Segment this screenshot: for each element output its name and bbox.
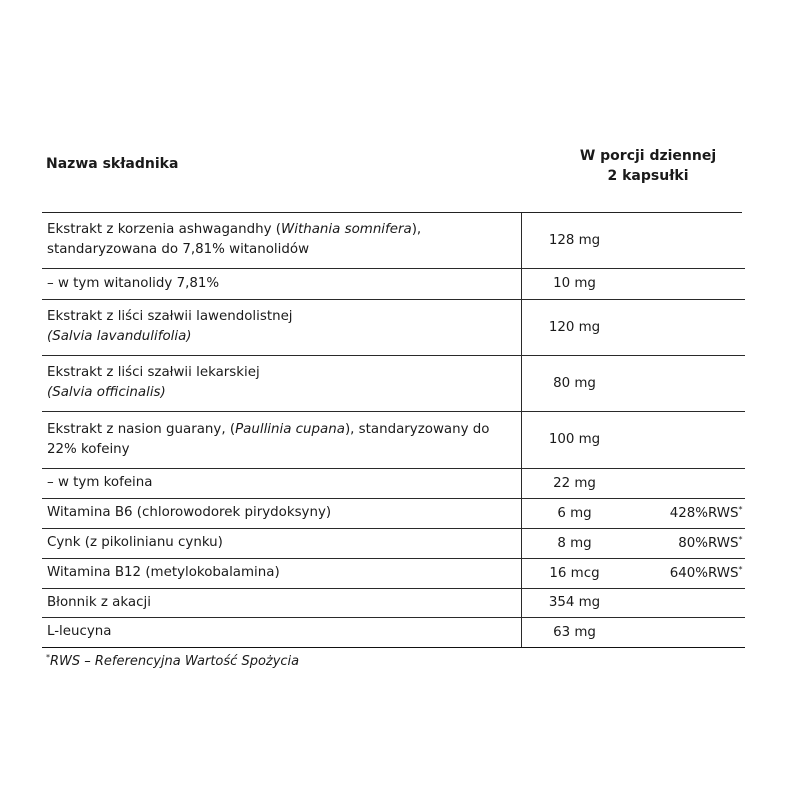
table-row: [42, 268, 745, 299]
ingredient-dose: 22 mg: [521, 468, 628, 498]
rws-footnote-marker: *: [738, 565, 743, 574]
footnote-text: RWS – Referencyjna Wartość Spożycia: [50, 654, 300, 669]
ingredient-text-line2: 22% kofeiny: [47, 441, 130, 457]
ingredient-dose: 354 mg: [521, 588, 628, 617]
ingredient-rws: 80%RWS*: [628, 528, 745, 558]
table-row: [42, 411, 745, 468]
ingredient-name: [42, 355, 521, 411]
ingredient-name-header: Nazwa składnika: [46, 156, 179, 172]
ingredient-latin-name: Withania somnifera: [281, 222, 412, 238]
ingredient-dose: 80 mg: [521, 355, 628, 411]
ingredient-dose: 10 mg: [521, 268, 628, 299]
ingredient-text: Witamina B12 (metylokobalamina): [47, 565, 280, 580]
ingredient-text-line2: standaryzowana do 7,81% witanolidów: [47, 242, 310, 258]
ingredient-text: Ekstrakt z nasion guarany, (: [47, 421, 236, 437]
ingredient-dose: 100 mg: [521, 411, 628, 468]
ingredient-latin-name: (Salvia lavandulifolia): [47, 329, 192, 344]
ingredient-dose: 6 mg: [521, 498, 628, 528]
ingredient-text: Ekstrakt z korzenia ashwagandhy (: [47, 222, 282, 238]
table-row: [42, 498, 745, 528]
ingredient-rws: [628, 268, 745, 299]
ingredient-rws: [628, 213, 745, 268]
ingredient-latin-name: Paullinia cupana: [235, 421, 345, 437]
ingredient-dose: 128 mg: [521, 213, 628, 268]
ingredient-dose: 8 mg: [521, 528, 628, 558]
ingredient-text: Błonnik z akacji: [47, 594, 151, 610]
ingredient-dose: 63 mg: [521, 617, 628, 647]
daily-dose-header-line1: W porcji dziennej: [579, 148, 717, 164]
daily-dose-header-line2: 2 kapsułki: [607, 168, 689, 184]
ingredient-rws: 428%RWS*: [628, 498, 745, 528]
ingredients-table: [42, 213, 745, 648]
table-row: [42, 528, 745, 558]
ingredient-rws: [628, 617, 745, 647]
ingredient-name: [42, 213, 521, 268]
table-row: [42, 299, 745, 355]
footnote-marker: *: [46, 653, 50, 662]
ingredient-text: Ekstrakt z liści szałwii lekarskiej: [47, 365, 260, 380]
ingredient-rws: [628, 468, 745, 498]
ingredient-rws: 640%RWS*: [628, 558, 745, 588]
ingredient-text: ),: [411, 222, 422, 238]
ingredient-name: [42, 558, 521, 588]
ingredient-name: [42, 588, 521, 617]
ingredient-text: ), standaryzowany do: [344, 421, 490, 437]
ingredient-name: [42, 498, 521, 528]
table-row: [42, 558, 745, 588]
ingredient-text: Witamina B6 (chlorowodorek pirydoksyny): [47, 505, 332, 520]
table-header: [0, 0, 800, 212]
ingredient-rws: [628, 355, 745, 411]
ingredient-name: [42, 528, 521, 558]
ingredient-dose: 120 mg: [521, 299, 628, 355]
ingredient-text: – w tym witanolidy 7,81%: [47, 275, 220, 291]
daily-dose-header: [548, 146, 748, 186]
ingredient-name: [42, 411, 521, 468]
ingredient-latin-name: (Salvia officinalis): [47, 385, 166, 400]
table-row: [42, 213, 745, 268]
rws-footnote-marker: *: [738, 505, 743, 514]
footnote: [46, 653, 299, 669]
table-row: [42, 355, 745, 411]
ingredient-name: [42, 468, 521, 498]
table-row: [42, 588, 745, 617]
table-row: [42, 617, 745, 647]
ingredient-text: – w tym kofeina: [47, 475, 153, 490]
ingredient-name: [42, 617, 521, 647]
ingredient-name: [42, 268, 521, 299]
ingredient-dose: 16 mcg: [521, 558, 628, 588]
ingredient-name: [42, 299, 521, 355]
ingredient-text: Cynk (z pikolinianu cynku): [47, 535, 223, 550]
ingredient-rws: [628, 299, 745, 355]
rws-footnote-marker: *: [738, 535, 743, 544]
ingredient-text: Ekstrakt z liści szałwii lawendolistnej: [47, 309, 293, 324]
ingredient-rws: [628, 411, 745, 468]
table-row: [42, 468, 745, 498]
ingredient-text: L-leucyna: [47, 624, 112, 639]
ingredient-rws: [628, 588, 745, 617]
